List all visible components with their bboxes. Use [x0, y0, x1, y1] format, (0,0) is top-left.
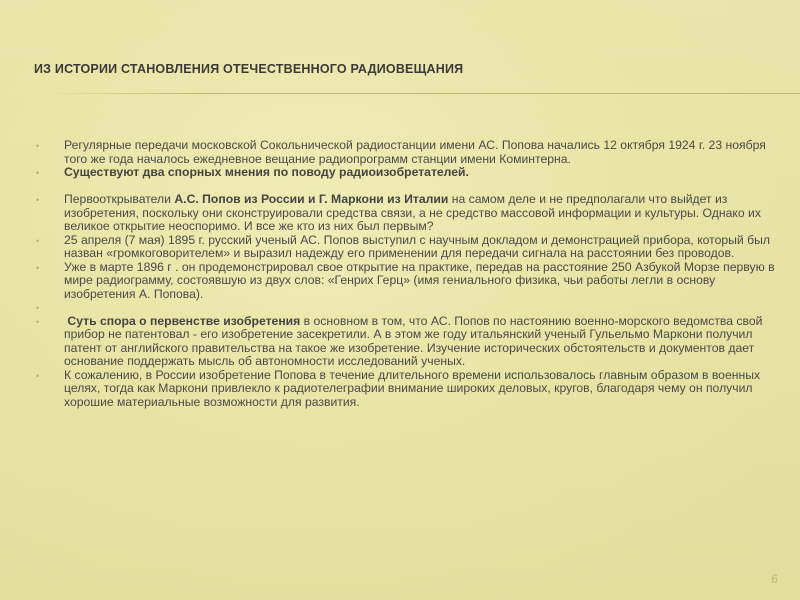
- bullet-item: [36, 261, 778, 302]
- bullet-item: [36, 369, 778, 410]
- paragraph-text: 25 апреля (7 мая) 1895 г. русский ученый АС. Попов выступил с научным докладом и демонстрацией прибора, который был назван «громкоговорителем» и выразил надежду его применении для передачи сигнала на расстоянии без проводов.: [64, 232, 770, 260]
- bullet-item: [36, 234, 778, 261]
- bullet-icon: •: [36, 168, 40, 178]
- bullet-icon: •: [36, 316, 40, 327]
- bullet-icon: •: [36, 303, 40, 313]
- bullet-item: [36, 315, 778, 369]
- spacer: [36, 180, 778, 194]
- bullet-icon: •: [36, 370, 40, 381]
- paragraph-text: Уже в марте 1896 г . он продемонстрировал свое открытие на практике, передав на расстояние 250 Азбукой Морзе первую в мире радиограмму, состоявшую из двух слов: «Генрих Герц» (имя гениального физика, чьи работы легли в основу изобретения А. Попова).: [64, 259, 775, 301]
- bullet-icon: •: [36, 262, 40, 273]
- bullet-item: [36, 139, 778, 166]
- slide-body: [36, 139, 778, 409]
- paragraph-text: К сожалению, в России изобретение Попова в течение длительного времени использовалось главным образом в военных целях, тогда как Маркони привлекло к радиотелеграфии внимание широких деловых, кругов, благодаря чему он получил хорошие материальные возможности для развития.: [64, 367, 761, 409]
- paragraph-text-bold: Суть спора о первенстве изобретения: [67, 313, 301, 328]
- paragraph-text-bold: Существуют два спорных мнения по поводу радиоизобретателей.: [64, 165, 469, 179]
- bullet-item: [36, 166, 778, 180]
- bullet-icon: •: [36, 195, 40, 205]
- title-divider: [42, 93, 800, 94]
- paragraph-text: Регулярные передачи московской Сокольнической радиостанции имени АС. Попова начались 12 октября 1924 г. 23 ноября того же года началось ежедневное вещание радиопрограмм станции имени Коминтерна.: [64, 138, 766, 166]
- paragraph-text-bold: А.С. Попов из России и Г. Маркони из Италии: [174, 192, 449, 206]
- bullet-item: [36, 193, 778, 234]
- bullet-icon: •: [36, 141, 40, 151]
- slide-title: ИЗ ИСТОРИИ СТАНОВЛЕНИЯ ОТЕЧЕСТВЕННОГО РАДИОВЕЩАНИЯ: [34, 62, 464, 76]
- bullet-icon: •: [36, 235, 40, 246]
- bullet-item-empty: [36, 301, 778, 315]
- paragraph-text: в основном в том, что АС. Попов по настоянию военно-морского ведомства свой прибор не патентовал - его изобретение засекретили. А в этом же году итальянский ученый Гульельмо Маркони получил патент от английского правительства на такое же изобретение. Изучение исторических обстоятельств и документов дает основание поддержать мысль об автономности исследований ученых.: [64, 313, 763, 368]
- paragraph-text: на самом деле и не предполагали что выйдет из изобретения, поскольку они сконструировали средства связи, а не средство массовой информации и культуры. Однако их великое открытие неоспоримо. И все же кто из них был первым?: [64, 192, 761, 233]
- page-number: 6: [771, 572, 778, 586]
- paragraph-text: Первооткрыватели: [64, 192, 175, 206]
